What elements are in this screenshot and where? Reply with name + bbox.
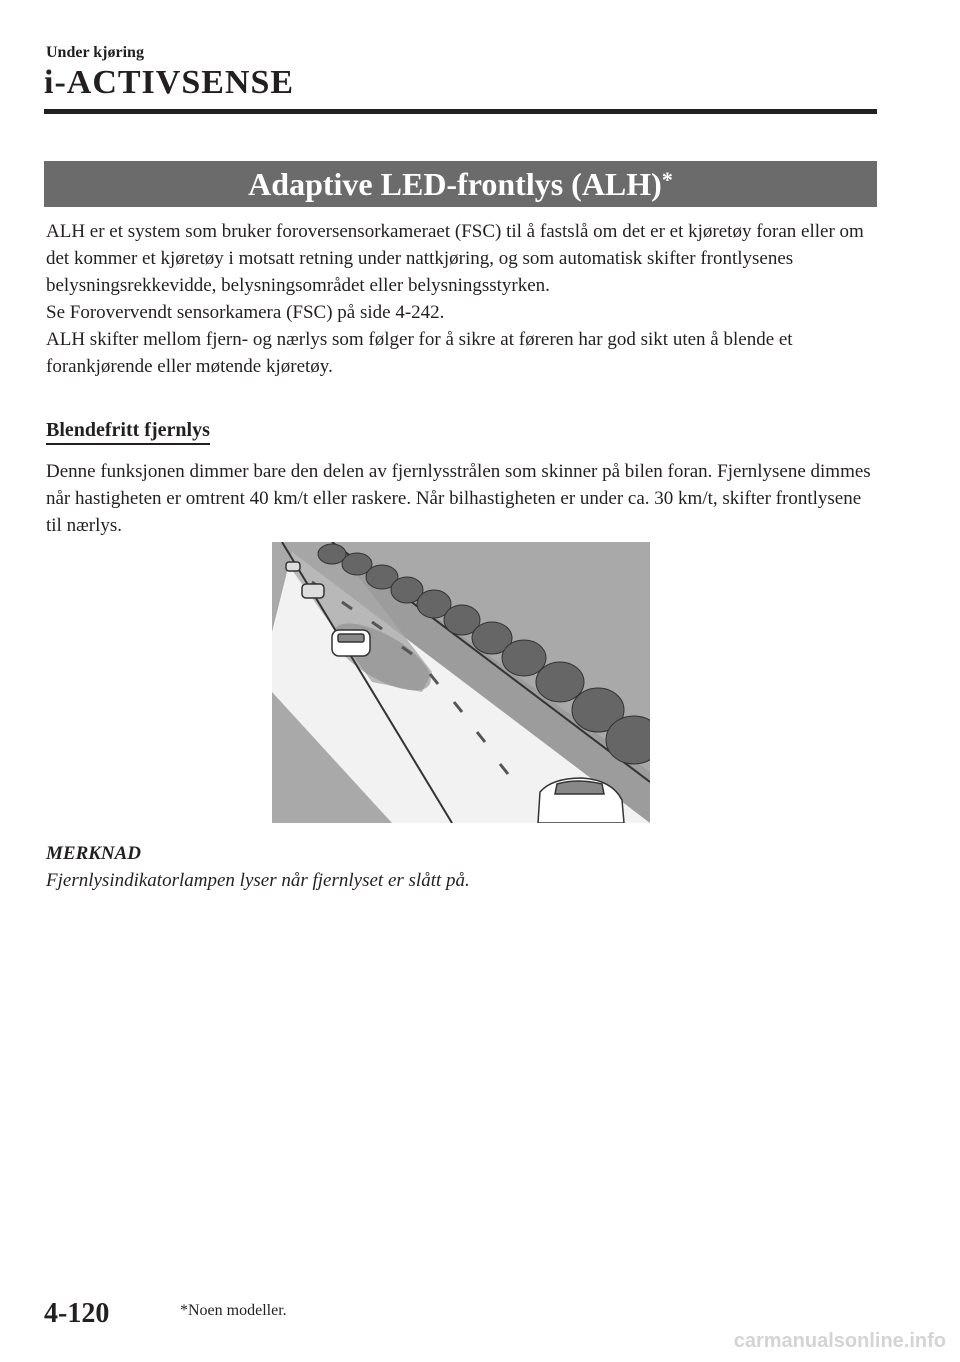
watermark: carmanualsonline.info — [733, 1330, 946, 1352]
intro-cross-reference: Se Forovervendt sensorkamera (FSC) på side 4-242. — [46, 302, 445, 323]
subsection-text — [46, 458, 876, 539]
footnote: *Noen modeller. — [180, 1302, 287, 1319]
preceding-car-near — [332, 630, 370, 656]
chapter-label: Under kjøring — [46, 44, 144, 61]
section-title: i-ACTIVSENSE — [44, 64, 295, 101]
preceding-car-middle — [302, 584, 324, 598]
intro-paragraph-2: ALH skifter mellom fjern- og nærlys som følger for å sikre at føreren har god sikt uten å blende et forankjørende eller møtende kjøretøy. — [46, 329, 793, 377]
intro-paragraph-1: ALH er et system som bruker foroversensorkameraet (FSC) til å fastslå om det er et kjøretøy foran eller om det kommer et kjøretøy i motsatt retning under nattkjøring, og som automatisk skifter frontlysenes belysningsrekkevidde, belysningsområdet eller belysningsstyrken. — [46, 221, 864, 296]
page-title-bar — [44, 161, 877, 207]
header-divider — [44, 109, 877, 114]
page-title: Adaptive LED-frontlys (ALH) — [248, 165, 662, 202]
preceding-car-far — [286, 562, 300, 571]
title-footnote-mark: * — [661, 167, 673, 192]
subsection-paragraph: Denne funksjonen dimmer bare den delen av fjernlysstrålen som skinner på bilen foran. Fjernlysene dimmes når hastigheten er omtrent 40 km/t eller raskere. Når bilhastigheten er under ca. 30 km/t, skifter frontlysene til nærlys. — [46, 461, 871, 536]
note-text: Fjernlysindikatorlampen lyser når fjernlyset er slått på. — [46, 870, 470, 891]
headlight-illustration — [272, 542, 650, 823]
note-heading: MERKNAD — [46, 843, 142, 864]
intro-text — [46, 218, 876, 380]
page-number: 4-120 — [44, 1298, 110, 1329]
subsection-heading: Blendefritt fjernlys — [46, 419, 210, 445]
